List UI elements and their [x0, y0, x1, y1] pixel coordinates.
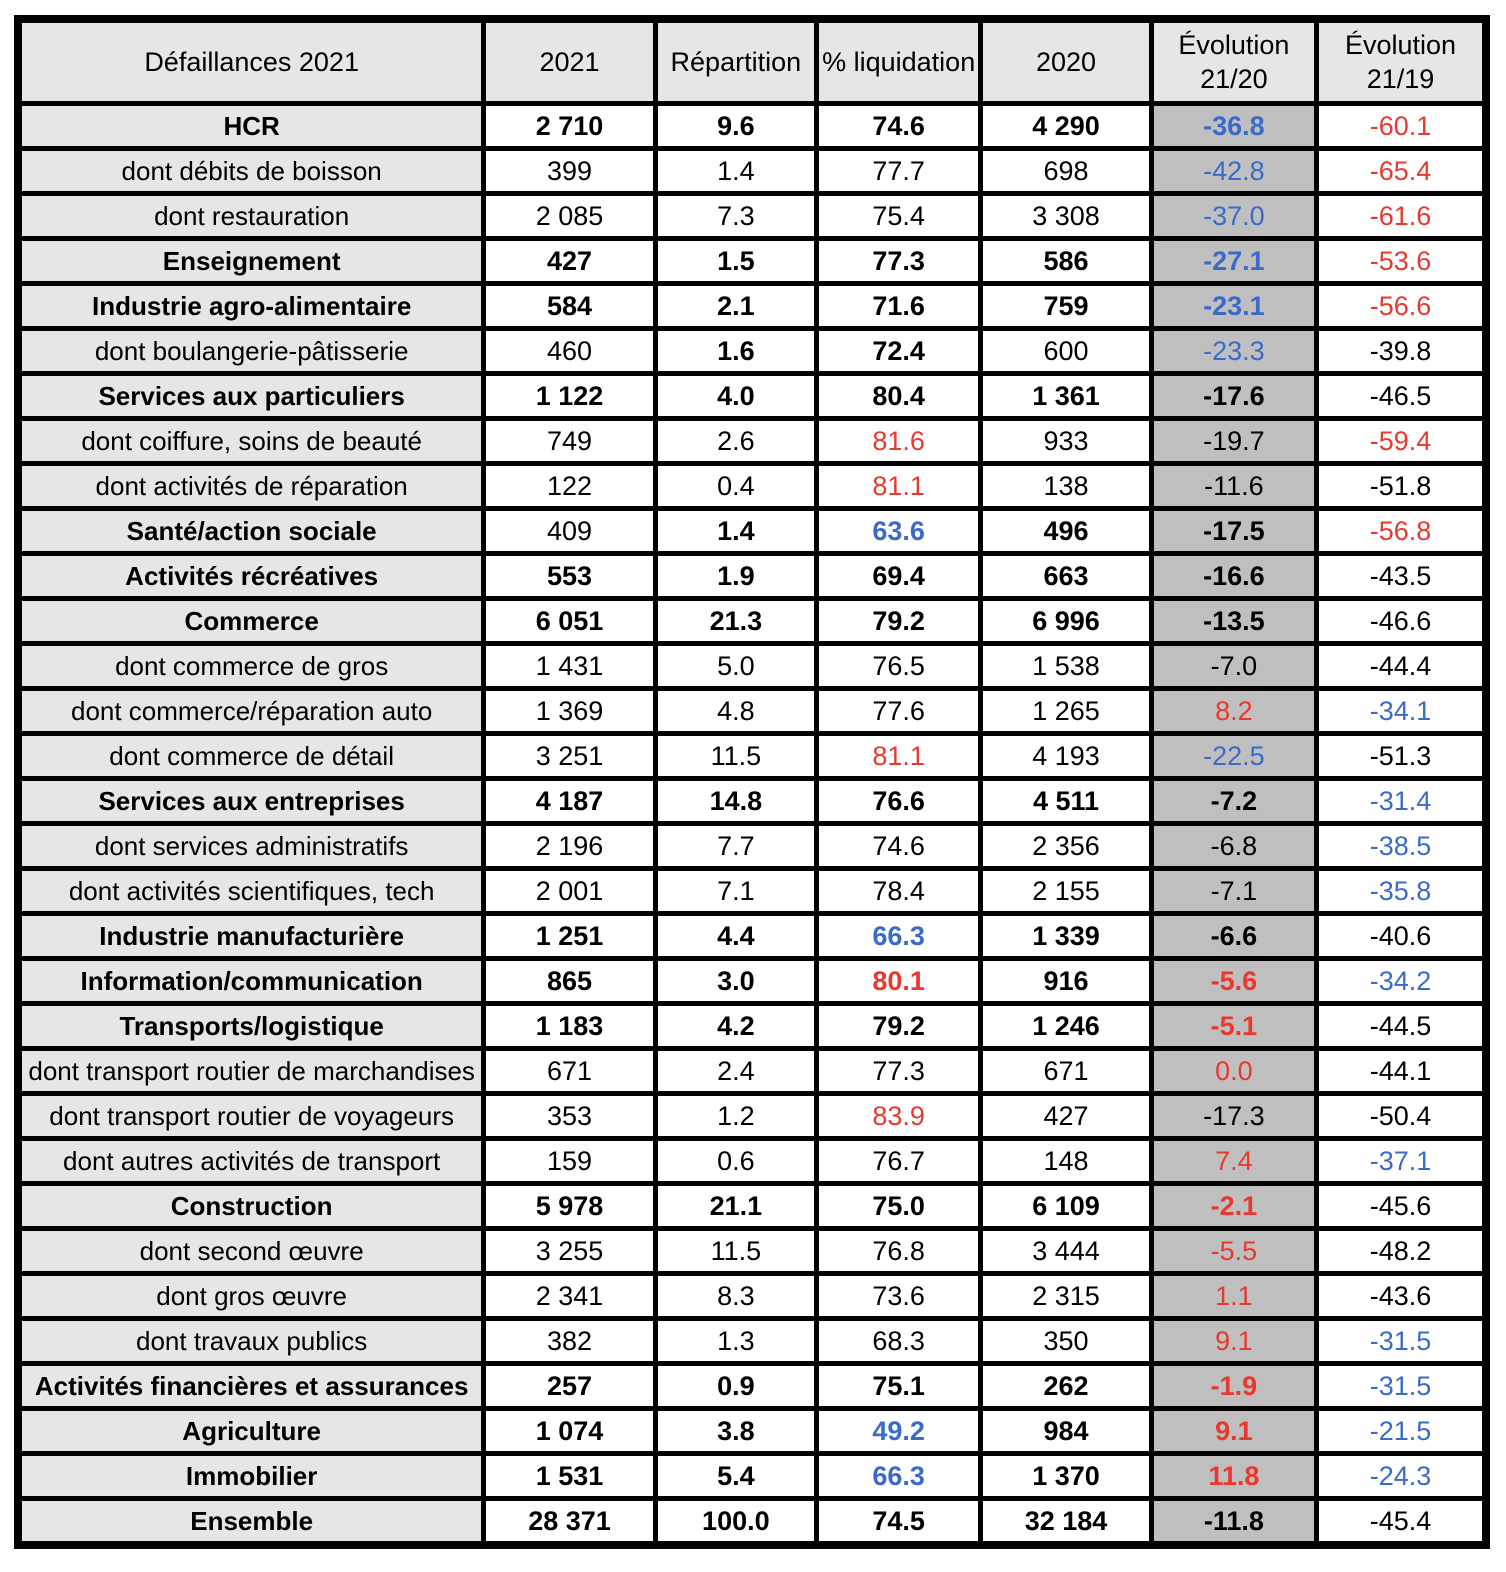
data-cell: 399 — [484, 149, 655, 194]
data-cell: 138 — [981, 464, 1151, 509]
data-cell: 4 511 — [981, 779, 1151, 824]
table-row — [18, 1274, 1486, 1319]
row-label: dont commerce/réparation auto — [18, 689, 484, 734]
table-row — [18, 689, 1486, 734]
data-cell: -43.5 — [1317, 554, 1486, 599]
row-label: Commerce — [18, 599, 484, 644]
data-cell: 76.5 — [817, 644, 981, 689]
data-cell: 1.2 — [655, 1094, 816, 1139]
data-cell: -23.3 — [1151, 329, 1316, 374]
data-cell: 3 255 — [484, 1229, 655, 1274]
column-header-categories — [18, 19, 484, 104]
data-cell: 74.6 — [817, 104, 981, 149]
table-row — [18, 104, 1486, 149]
data-cell: 75.0 — [817, 1184, 981, 1229]
row-label: dont débits de boisson — [18, 149, 484, 194]
table-row — [18, 329, 1486, 374]
data-cell: -31.5 — [1317, 1364, 1486, 1409]
table-row — [18, 554, 1486, 599]
row-label: Ensemble — [18, 1499, 484, 1546]
data-cell: -39.8 — [1317, 329, 1486, 374]
data-cell: 1.3 — [655, 1319, 816, 1364]
data-cell: -27.1 — [1151, 239, 1316, 284]
data-cell: 2 356 — [981, 824, 1151, 869]
data-cell: -46.5 — [1317, 374, 1486, 419]
data-cell: 916 — [981, 959, 1151, 1004]
data-cell: 83.9 — [817, 1094, 981, 1139]
data-cell: -59.4 — [1317, 419, 1486, 464]
data-cell: 0.0 — [1151, 1049, 1316, 1094]
table-row — [18, 779, 1486, 824]
data-cell: -34.2 — [1317, 959, 1486, 1004]
data-cell: 8.2 — [1151, 689, 1316, 734]
data-cell: 76.6 — [817, 779, 981, 824]
data-cell: -23.1 — [1151, 284, 1316, 329]
table-row — [18, 149, 1486, 194]
table-row — [18, 1499, 1486, 1546]
data-cell: 865 — [484, 959, 655, 1004]
row-label: dont restauration — [18, 194, 484, 239]
data-cell: -51.8 — [1317, 464, 1486, 509]
data-cell: 6 109 — [981, 1184, 1151, 1229]
data-cell: 1.6 — [655, 329, 816, 374]
data-cell: -37.1 — [1317, 1139, 1486, 1184]
data-cell: 749 — [484, 419, 655, 464]
data-cell: 1.1 — [1151, 1274, 1316, 1319]
data-cell: 698 — [981, 149, 1151, 194]
data-cell: 553 — [484, 554, 655, 599]
data-cell: 933 — [981, 419, 1151, 464]
row-label: Industrie agro-alimentaire — [18, 284, 484, 329]
table-row — [18, 194, 1486, 239]
data-cell: -60.1 — [1317, 104, 1486, 149]
row-label: Transports/logistique — [18, 1004, 484, 1049]
data-cell: 74.6 — [817, 824, 981, 869]
table-row — [18, 464, 1486, 509]
data-cell: 584 — [484, 284, 655, 329]
data-cell: 257 — [484, 1364, 655, 1409]
data-cell: -5.1 — [1151, 1004, 1316, 1049]
data-cell: -61.6 — [1317, 194, 1486, 239]
data-cell: 73.6 — [817, 1274, 981, 1319]
data-cell: 759 — [981, 284, 1151, 329]
table-row — [18, 599, 1486, 644]
data-cell: -46.6 — [1317, 599, 1486, 644]
data-cell: -35.8 — [1317, 869, 1486, 914]
data-cell: 671 — [484, 1049, 655, 1094]
data-cell: 11.8 — [1151, 1454, 1316, 1499]
column-header — [817, 19, 981, 104]
data-cell: 3.0 — [655, 959, 816, 1004]
table-row — [18, 734, 1486, 779]
data-cell: 122 — [484, 464, 655, 509]
data-cell: 984 — [981, 1409, 1151, 1454]
data-cell: 353 — [484, 1094, 655, 1139]
data-cell: 63.6 — [817, 509, 981, 554]
row-label: Enseignement — [18, 239, 484, 284]
data-cell: 262 — [981, 1364, 1151, 1409]
data-cell: -37.0 — [1151, 194, 1316, 239]
data-cell: 496 — [981, 509, 1151, 554]
data-cell: 2.6 — [655, 419, 816, 464]
data-cell: 2 315 — [981, 1274, 1151, 1319]
data-cell: 1 074 — [484, 1409, 655, 1454]
data-cell: -17.3 — [1151, 1094, 1316, 1139]
row-label: dont activités de réparation — [18, 464, 484, 509]
column-header-label: 2020 — [1035, 47, 1097, 77]
data-cell: -40.6 — [1317, 914, 1486, 959]
data-cell: -5.6 — [1151, 959, 1316, 1004]
data-cell: 427 — [981, 1094, 1151, 1139]
data-cell: 4.2 — [655, 1004, 816, 1049]
data-cell: 2.1 — [655, 284, 816, 329]
column-header — [1151, 19, 1316, 104]
row-label: HCR — [18, 104, 484, 149]
data-cell: 68.3 — [817, 1319, 981, 1364]
row-label: dont boulangerie-pâtisserie — [18, 329, 484, 374]
row-label: Industrie manufacturière — [18, 914, 484, 959]
data-cell: 69.4 — [817, 554, 981, 599]
table-row — [18, 644, 1486, 689]
table-row — [18, 1139, 1486, 1184]
data-cell: -13.5 — [1151, 599, 1316, 644]
data-cell: 2 001 — [484, 869, 655, 914]
table-row — [18, 1364, 1486, 1409]
data-cell: 1 251 — [484, 914, 655, 959]
table-row — [18, 374, 1486, 419]
row-label: Information/communication — [18, 959, 484, 1004]
table-row — [18, 1094, 1486, 1139]
data-cell: 81.6 — [817, 419, 981, 464]
data-cell: 2 341 — [484, 1274, 655, 1319]
data-cell: 409 — [484, 509, 655, 554]
data-cell: -44.1 — [1317, 1049, 1486, 1094]
data-cell: 382 — [484, 1319, 655, 1364]
data-cell: -6.8 — [1151, 824, 1316, 869]
column-header-sublabel: 21/19 — [1366, 64, 1435, 94]
data-cell: 79.2 — [817, 1004, 981, 1049]
data-cell: 78.4 — [817, 869, 981, 914]
table-row — [18, 914, 1486, 959]
data-cell: 79.2 — [817, 599, 981, 644]
data-cell: -44.5 — [1317, 1004, 1486, 1049]
data-cell: 1 361 — [981, 374, 1151, 419]
data-cell: 80.1 — [817, 959, 981, 1004]
table-row — [18, 1004, 1486, 1049]
table-row — [18, 1184, 1486, 1229]
data-cell: 1 531 — [484, 1454, 655, 1499]
row-label: Activités récréatives — [18, 554, 484, 599]
data-cell: 2 710 — [484, 104, 655, 149]
table-row — [18, 509, 1486, 554]
row-label: dont autres activités de transport — [18, 1139, 484, 1184]
data-cell: 5.4 — [655, 1454, 816, 1499]
data-cell: -31.5 — [1317, 1319, 1486, 1364]
data-cell: 1 265 — [981, 689, 1151, 734]
data-cell: 2.4 — [655, 1049, 816, 1094]
data-cell: 11.5 — [655, 734, 816, 779]
data-cell: 4.8 — [655, 689, 816, 734]
data-cell: 3.8 — [655, 1409, 816, 1454]
data-cell: 9.1 — [1151, 1409, 1316, 1454]
data-cell: 80.4 — [817, 374, 981, 419]
data-cell: -43.6 — [1317, 1274, 1486, 1319]
table-row — [18, 1454, 1486, 1499]
data-cell: 77.3 — [817, 239, 981, 284]
data-cell: 11.5 — [655, 1229, 816, 1274]
row-label: Services aux entreprises — [18, 779, 484, 824]
table-row — [18, 959, 1486, 1004]
data-cell: 21.3 — [655, 599, 816, 644]
table-row — [18, 1319, 1486, 1364]
data-cell: 9.6 — [655, 104, 816, 149]
data-cell: 4 193 — [981, 734, 1151, 779]
data-cell: -36.8 — [1151, 104, 1316, 149]
data-cell: -6.6 — [1151, 914, 1316, 959]
data-cell: 460 — [484, 329, 655, 374]
data-cell: 4.4 — [655, 914, 816, 959]
column-header-label: Répartition — [670, 47, 802, 77]
data-cell: 49.2 — [817, 1409, 981, 1454]
data-cell: -16.6 — [1151, 554, 1316, 599]
data-cell: -19.7 — [1151, 419, 1316, 464]
data-cell: 76.7 — [817, 1139, 981, 1184]
row-label: dont commerce de gros — [18, 644, 484, 689]
data-cell: 7.3 — [655, 194, 816, 239]
data-cell: 7.4 — [1151, 1139, 1316, 1184]
data-cell: 76.8 — [817, 1229, 981, 1274]
data-cell: 75.4 — [817, 194, 981, 239]
row-label: Santé/action sociale — [18, 509, 484, 554]
data-cell: 77.6 — [817, 689, 981, 734]
data-cell: 3 308 — [981, 194, 1151, 239]
data-cell: 5 978 — [484, 1184, 655, 1229]
column-header — [981, 19, 1151, 104]
data-cell: -17.5 — [1151, 509, 1316, 554]
data-cell: -42.8 — [1151, 149, 1316, 194]
data-cell: 159 — [484, 1139, 655, 1184]
row-label: Construction — [18, 1184, 484, 1229]
data-cell: 75.1 — [817, 1364, 981, 1409]
data-cell: 2 196 — [484, 824, 655, 869]
data-cell: 427 — [484, 239, 655, 284]
data-cell: 148 — [981, 1139, 1151, 1184]
data-cell: -44.4 — [1317, 644, 1486, 689]
row-label: dont services administratifs — [18, 824, 484, 869]
table-row — [18, 824, 1486, 869]
data-cell: 4 290 — [981, 104, 1151, 149]
data-cell: 671 — [981, 1049, 1151, 1094]
row-label: dont transport routier de marchandises — [18, 1049, 484, 1094]
data-cell: -56.6 — [1317, 284, 1486, 329]
data-cell: 0.6 — [655, 1139, 816, 1184]
data-cell: -22.5 — [1151, 734, 1316, 779]
data-cell: 1 122 — [484, 374, 655, 419]
data-cell: 66.3 — [817, 1454, 981, 1499]
data-cell: -7.2 — [1151, 779, 1316, 824]
row-label: dont second œuvre — [18, 1229, 484, 1274]
data-cell: 6 996 — [981, 599, 1151, 644]
data-cell: -38.5 — [1317, 824, 1486, 869]
data-cell: 14.8 — [655, 779, 816, 824]
data-cell: -11.6 — [1151, 464, 1316, 509]
data-cell: 32 184 — [981, 1499, 1151, 1546]
data-cell: -56.8 — [1317, 509, 1486, 554]
table-body — [18, 104, 1486, 1546]
data-cell: 8.3 — [655, 1274, 816, 1319]
table-row — [18, 869, 1486, 914]
data-cell: 0.4 — [655, 464, 816, 509]
data-cell: 7.1 — [655, 869, 816, 914]
table-row — [18, 1049, 1486, 1094]
data-cell: 600 — [981, 329, 1151, 374]
row-label: Immobilier — [18, 1454, 484, 1499]
data-cell: -45.4 — [1317, 1499, 1486, 1546]
column-header — [484, 19, 655, 104]
row-label: dont activités scientifiques, tech — [18, 869, 484, 914]
data-cell: 5.0 — [655, 644, 816, 689]
data-cell: 663 — [981, 554, 1151, 599]
data-cell: 1.9 — [655, 554, 816, 599]
row-label: dont coiffure, soins de beauté — [18, 419, 484, 464]
data-cell: 2 085 — [484, 194, 655, 239]
table-row — [18, 239, 1486, 284]
data-cell: 72.4 — [817, 329, 981, 374]
data-cell: 1 370 — [981, 1454, 1151, 1499]
row-label: dont commerce de détail — [18, 734, 484, 779]
data-cell: -53.6 — [1317, 239, 1486, 284]
data-cell: 0.9 — [655, 1364, 816, 1409]
data-cell: -48.2 — [1317, 1229, 1486, 1274]
column-header — [655, 19, 816, 104]
data-cell: 4.0 — [655, 374, 816, 419]
data-cell: -11.8 — [1151, 1499, 1316, 1546]
data-cell: 7.7 — [655, 824, 816, 869]
data-cell: 9.1 — [1151, 1319, 1316, 1364]
column-header-label: Évolution — [1178, 30, 1290, 60]
data-cell: -31.4 — [1317, 779, 1486, 824]
data-cell: -51.3 — [1317, 734, 1486, 779]
data-cell: -1.9 — [1151, 1364, 1316, 1409]
table-row — [18, 284, 1486, 329]
row-label: Agriculture — [18, 1409, 484, 1454]
data-cell: -65.4 — [1317, 149, 1486, 194]
data-cell: 1 339 — [981, 914, 1151, 959]
data-cell: 21.1 — [655, 1184, 816, 1229]
data-cell: -5.5 — [1151, 1229, 1316, 1274]
table-row — [18, 1409, 1486, 1454]
table-row — [18, 1229, 1486, 1274]
data-cell: 66.3 — [817, 914, 981, 959]
data-cell: 1 246 — [981, 1004, 1151, 1049]
data-cell: 586 — [981, 239, 1151, 284]
data-cell: 350 — [981, 1319, 1151, 1364]
data-cell: -34.1 — [1317, 689, 1486, 734]
header-row — [18, 19, 1486, 104]
data-cell: 1 538 — [981, 644, 1151, 689]
data-cell: -7.1 — [1151, 869, 1316, 914]
data-cell: 1.4 — [655, 149, 816, 194]
data-cell: 28 371 — [484, 1499, 655, 1546]
column-header-label: 2021 — [539, 47, 600, 77]
data-cell: -24.3 — [1317, 1454, 1486, 1499]
column-header — [1317, 19, 1486, 104]
defaillances-table — [14, 15, 1490, 1549]
data-cell: -50.4 — [1317, 1094, 1486, 1139]
row-label: dont travaux publics — [18, 1319, 484, 1364]
data-cell: -17.6 — [1151, 374, 1316, 419]
data-cell: 1 369 — [484, 689, 655, 734]
row-label: Activités financières et assurances — [18, 1364, 484, 1409]
data-cell: 1 431 — [484, 644, 655, 689]
column-header-label: % liquidation — [822, 47, 976, 77]
data-cell: 71.6 — [817, 284, 981, 329]
data-cell: 74.5 — [817, 1499, 981, 1546]
data-cell: -7.0 — [1151, 644, 1316, 689]
data-cell: 4 187 — [484, 779, 655, 824]
data-cell: 77.7 — [817, 149, 981, 194]
data-cell: 77.3 — [817, 1049, 981, 1094]
data-cell: 81.1 — [817, 464, 981, 509]
column-header-label: Défaillances 2021 — [144, 47, 359, 77]
row-label: dont gros œuvre — [18, 1274, 484, 1319]
data-cell: 3 444 — [981, 1229, 1151, 1274]
data-cell: 2 155 — [981, 869, 1151, 914]
table-row — [18, 419, 1486, 464]
data-cell: 100.0 — [655, 1499, 816, 1546]
data-cell: -2.1 — [1151, 1184, 1316, 1229]
data-cell: 1 183 — [484, 1004, 655, 1049]
column-header-label: Évolution — [1344, 30, 1457, 60]
data-cell: 81.1 — [817, 734, 981, 779]
data-cell: 1.4 — [655, 509, 816, 554]
data-cell: -21.5 — [1317, 1409, 1486, 1454]
data-cell: 1.5 — [655, 239, 816, 284]
row-label: Services aux particuliers — [18, 374, 484, 419]
data-cell: 3 251 — [484, 734, 655, 779]
column-header-sublabel: 21/20 — [1200, 64, 1268, 94]
data-cell: -45.6 — [1317, 1184, 1486, 1229]
row-label: dont transport routier de voyageurs — [18, 1094, 484, 1139]
data-cell: 6 051 — [484, 599, 655, 644]
